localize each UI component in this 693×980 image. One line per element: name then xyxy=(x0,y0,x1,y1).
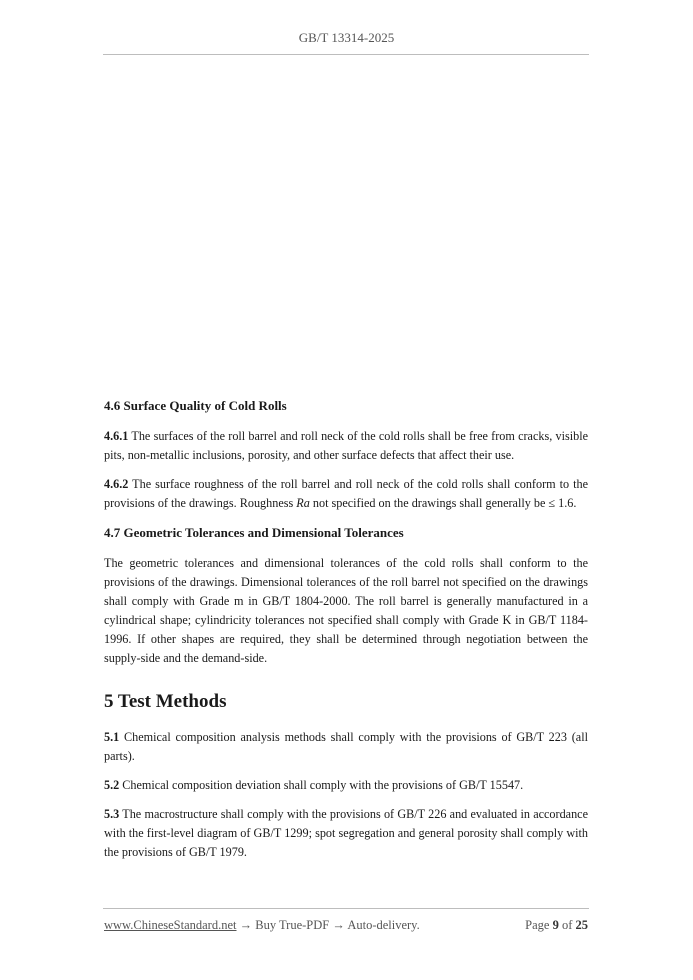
arrow-icon: → xyxy=(236,918,256,932)
clause-number: 5.1 xyxy=(104,730,120,744)
clause-text: The surfaces of the roll barrel and roll neck of the cold rolls shall be free from cracks, visible pits, non-metallic inclusions, porosity, and other surface defects that affect their use. xyxy=(104,429,588,462)
document-body xyxy=(104,396,588,872)
page-indicator xyxy=(525,918,588,933)
clause-4-6-1 xyxy=(104,427,588,465)
page-total: 25 xyxy=(575,918,588,932)
delivery-text: Auto-delivery. xyxy=(347,918,420,932)
clause-5-2 xyxy=(104,776,588,795)
section-heading-5: 5 Test Methods xyxy=(104,691,227,712)
section-heading-4-7: 4.7 Geometric Tolerances and Dimensional Tolerances xyxy=(104,525,404,540)
clause-text: The macrostructure shall comply with the provisions of GB/T 226 and evaluated in accordance with the first-level diagram of GB/T 1299; spot segregation and general porosity shall comply with the provisions of GB/T 1979. xyxy=(104,807,588,859)
buy-text: Buy True-PDF xyxy=(255,918,330,932)
document-header xyxy=(0,30,693,46)
page-of: of xyxy=(558,918,576,932)
clause-text: not specified on the drawings shall generally be ≤ 1.6. xyxy=(309,496,577,510)
clause-text: The surface roughness of the roll barrel and roll neck of the cold rolls shall conform to the provisions of the drawings. Roughness xyxy=(104,477,588,510)
footer-promo xyxy=(104,918,420,933)
clause-text: Chemical composition analysis methods shall comply with the provisions of GB/T 223 (all parts). xyxy=(104,730,588,763)
clause-number: 5.3 xyxy=(104,807,120,821)
document-footer xyxy=(104,918,588,933)
arrow-icon: → xyxy=(329,918,348,932)
clause-number: 5.2 xyxy=(104,778,120,792)
page-current: 9 xyxy=(552,918,559,932)
clause-text: Chemical composition deviation shall comply with the provisions of GB/T 15547. xyxy=(119,778,524,792)
clause-number: 4.6.2 xyxy=(104,477,129,491)
document-id: GB/T 13314-2025 xyxy=(298,30,395,45)
page-label: Page xyxy=(525,918,553,932)
header-divider xyxy=(103,54,589,55)
site-link[interactable]: www.ChineseStandard.net xyxy=(104,918,237,932)
clause-number: 4.6.1 xyxy=(104,429,129,443)
footer-divider xyxy=(103,908,589,909)
clause-5-3 xyxy=(104,805,588,862)
clause-5-1 xyxy=(104,728,588,766)
clause-4-6-2 xyxy=(104,475,588,513)
clause-4-7-body: The geometric tolerances and dimensional tolerances of the cold rolls shall conform to the provisions of the drawings. Dimensional tolerances of the roll barrel not specified on the drawings shall comply with Grade m in GB/T 1804-2000. The roll barrel is generally manufactured in a cylindrical shape; cylindricity tolerances not specified shall comply with Grade K in GB/T 1184-1996. If other shapes are required, they shall be determined through negotiation between the supply-side and the demand-side. xyxy=(104,556,588,665)
section-heading-4-6: 4.6 Surface Quality of Cold Rolls xyxy=(104,398,287,413)
roughness-symbol: Ra xyxy=(296,496,310,510)
